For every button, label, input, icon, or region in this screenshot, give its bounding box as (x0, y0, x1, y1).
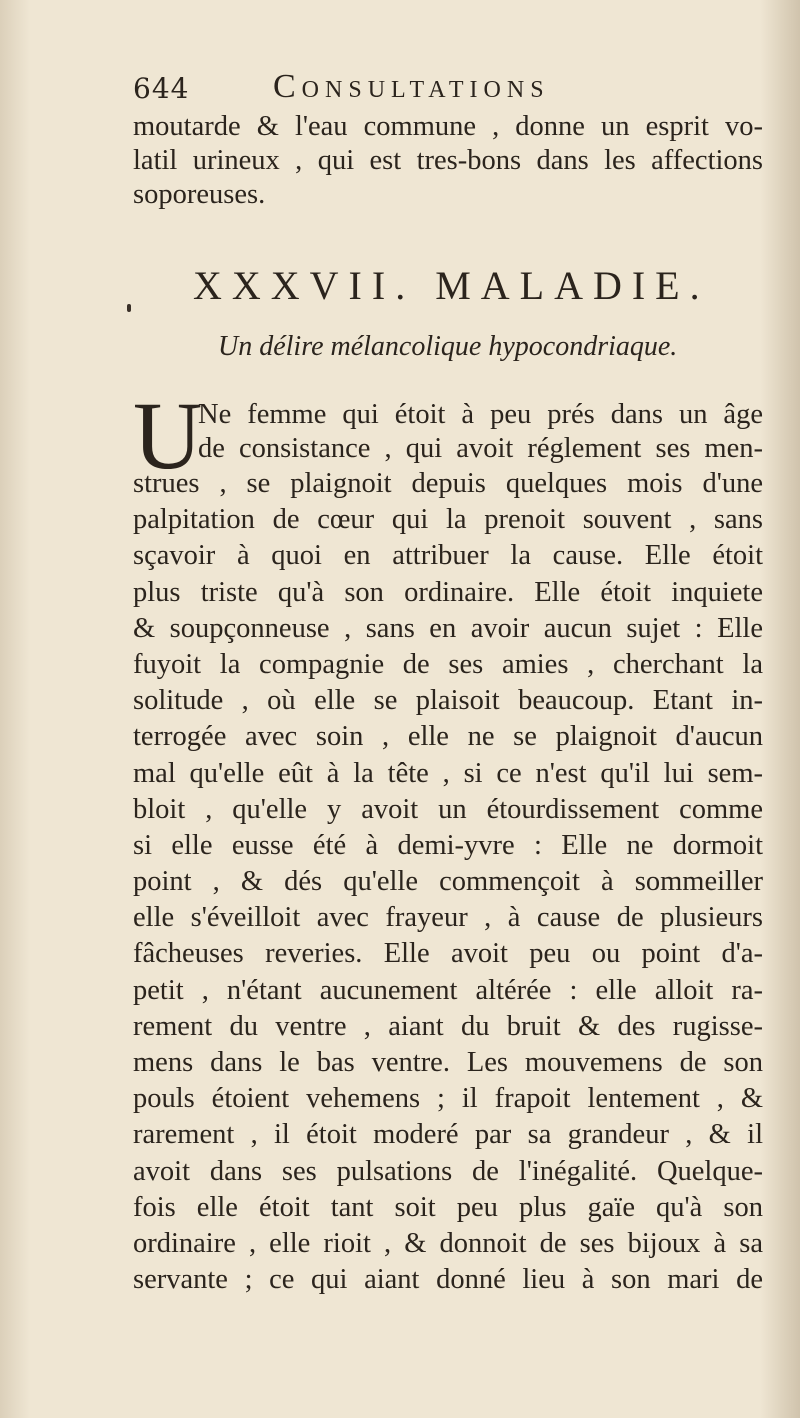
text-line: elle s'éveilloit avec frayeur , à cause de plusieurs (133, 902, 763, 934)
text-line: sçavoir à quoi en attribuer la cause. Elle étoit (133, 540, 763, 572)
text-line: si elle eusse été à demi-yvre : Elle ne dormoit (133, 829, 763, 861)
ink-mark (127, 304, 131, 312)
paragraph-body (133, 466, 763, 1298)
text-line: moutarde & l'eau commune , donne un esprit vo- (133, 111, 763, 142)
text-line: mal qu'elle eût à la tête , si ce n'est qu'il lui sem- (133, 757, 763, 789)
text-line: pouls étoient vehemens ; il frapoit lentement , & (133, 1083, 763, 1115)
text-line: plus triste qu'à son ordinaire. Elle étoit inquiete (133, 576, 763, 608)
text-line: latil urineux , qui est tres-bons dans les affections (133, 145, 763, 176)
text-line: rarement , il étoit moderé par sa grandeur , & il (133, 1119, 763, 1151)
text-line: fâcheuses reveries. Elle avoit peu ou point d'a- (133, 938, 763, 970)
paragraph-opening (198, 398, 763, 466)
text-line: petit , n'étant aucunement altérée : elle alloit ra- (133, 974, 763, 1006)
text-line: & soupçonneuse , sans en avoir aucun sujet : Elle (133, 612, 763, 644)
text-line: servante ; ce qui aiant donné lieu à son mari de (133, 1264, 763, 1296)
text-line: rement du ventre , aiant du bruit & des rugisse- (133, 1010, 763, 1042)
text-line: palpitation de cœur qui la prenoit souvent , sans (133, 504, 763, 536)
section-subtitle: Un délire mélancolique hypocondriaque. (218, 331, 678, 362)
text-line: mens dans le bas ventre. Les mouvemens de son (133, 1047, 763, 1078)
page-number: 644 (133, 72, 190, 105)
text-line: point , & dés qu'elle commençoit à sommeiller (133, 866, 763, 898)
intro-text (133, 110, 763, 212)
text-line: bloit , qu'elle y avoit un étourdissement comme (133, 793, 763, 825)
text-line: ordinaire , elle rioit , & donnoit de ses bijoux à sa (133, 1227, 763, 1259)
running-title: Consultations (273, 68, 550, 105)
text-line: strues , se plaignoit depuis quelques mois d'une (133, 468, 763, 499)
text-line: fois elle étoit tant soit peu plus gaïe qu'à son (133, 1191, 763, 1223)
section-heading: XXXVII. MALADIE. (193, 263, 710, 308)
text-line: de consistance , qui avoit réglement ses men- (198, 433, 763, 464)
text-line: terrogée avec soin , elle ne se plaignoit d'aucun (133, 721, 763, 753)
text-line: soporeuses. (133, 179, 266, 210)
page-header (133, 68, 763, 112)
text-line: solitude , où elle se plaisoit beaucoup. Etant in- (133, 685, 763, 717)
drop-cap: U (133, 382, 203, 489)
text-line: avoit dans ses pulsations de l'inégalité. Quelque- (133, 1155, 763, 1187)
text-line: Ne femme qui étoit à peu prés dans un âge (198, 399, 763, 430)
text-line: fuyoit la compagnie de ses amies , cherchant la (133, 648, 763, 680)
